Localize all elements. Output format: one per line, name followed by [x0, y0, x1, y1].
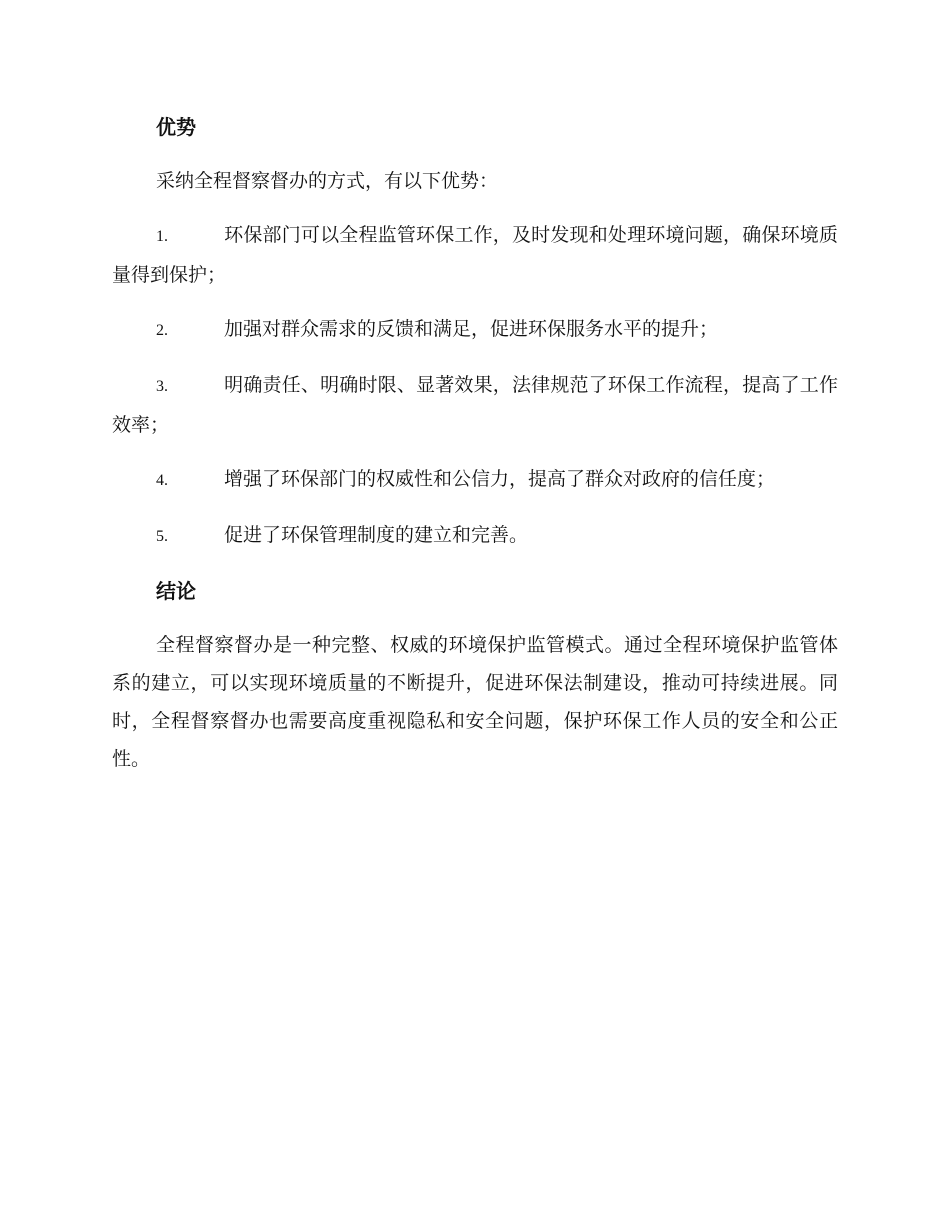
list-number: 2.	[156, 322, 168, 339]
list-text: 环保部门可以全程监管环保工作，及时发现和处理环境问题，确保环境质量得到保护；	[112, 224, 838, 286]
list-item	[112, 216, 838, 294]
section-heading-advantages: 优势	[156, 115, 196, 139]
list-text: 加强对群众需求的反馈和满足，促进环保服务水平的提升；	[224, 318, 719, 340]
list-number: 5.	[156, 528, 168, 545]
list-text: 明确责任、明确时限、显著效果，法律规范了环保工作流程，提高了工作效率；	[112, 374, 838, 436]
list-item	[112, 460, 838, 500]
advantages-intro: 采纳全程督察督办的方式，有以下优势：	[156, 170, 499, 192]
conclusion-body: 全程督察督办是一种完整、权威的环境保护监管模式。通过全程环境保护监管体系的建立，可以实现环境质量的不断提升，促进环保法制建设，推动可持续进展。同时，全程督察督办也需要高度重视隐私和安全问题，保护环保工作人员的安全和公正性。	[112, 634, 838, 770]
list-item	[112, 310, 838, 350]
list-number: 1.	[156, 228, 168, 245]
section-heading-conclusion: 结论	[156, 579, 196, 603]
list-number: 4.	[156, 472, 168, 489]
list-number: 3.	[156, 378, 168, 395]
list-item	[112, 516, 838, 556]
list-item	[112, 366, 838, 444]
list-text: 增强了环保部门的权威性和公信力，提高了群众对政府的信任度；	[224, 468, 776, 490]
document-page	[112, 108, 838, 794]
list-text: 促进了环保管理制度的建立和完善。	[224, 524, 529, 546]
